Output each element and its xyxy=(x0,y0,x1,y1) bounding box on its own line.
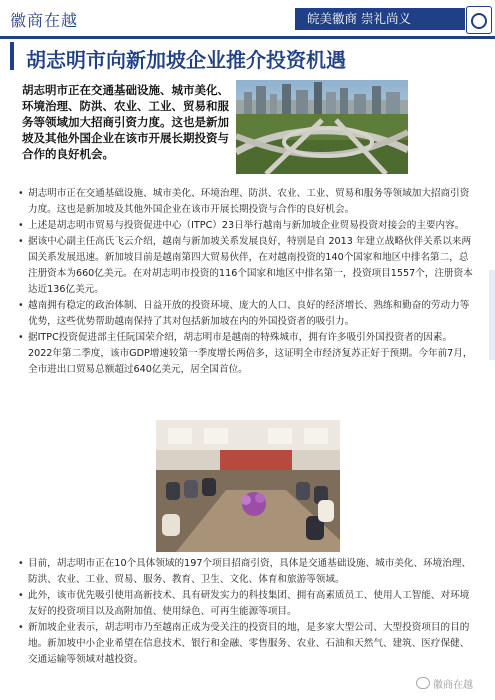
watermark-text: 徽商在越 xyxy=(433,680,473,691)
bullet-item: • 据该中心副主任高氏飞云介绍，越南与新加坡关系发展良好，特别是自 2013 年建立战略伙伴关系以来两国关系发展迅速。新加坡目前是越南第四大贸易伙伴，在对越南投资的140个国家和地区中排名第二，总注册资本为660亿美元。在对胡志明市投资的116个国家和地区中排名第一，投资项目1557个，注册资本达近136亿美元。 xyxy=(18,234,476,298)
bullet-item: • 新加坡企业表示，胡志明市乃至越南正成为受关注的投资目的地，是多家大型公司、大型投资项目的目的地。新加坡中小企业希望在信息技术、银行和金融、零售服务、农业、石油和天然气、建筑、医疗保健、交通运输等领域对越投资。 xyxy=(18,620,476,668)
page-header xyxy=(0,0,495,40)
bullet-item: • 据ITPC投资促进部主任阮国荣介绍，胡志明市是越南的特殊城市，拥有许多吸引外国投资者的因素。2022年第二季度，该市GDP增速较第一季度增长两倍多，这证明全市经济复苏正好于预期。今年前7月，全市进出口贸易总额超过640亿美元，居全国首位。 xyxy=(18,330,476,378)
bullet-item: • 此外，该市优先吸引使用高新技术、具有研发实力的科技集团、拥有高素质员工、使用人工智能、对环境友好的投资项目以及高附加值、使用绿色、可再生能源等项目。 xyxy=(18,588,476,620)
bullet-list-bottom xyxy=(18,556,476,668)
article-lead: 胡志明市正在交通基础设施、城市美化、环境治理、防洪、农业、工业、贸易和服务等领域加大招商引资力度。这也是新加坡及其他外国企业在该市开展长期投资与合作的良好机会。 xyxy=(22,83,229,161)
slogan-band: 皖美徽商 崇礼尚义 xyxy=(295,8,465,30)
city-interchange-photo xyxy=(236,80,408,174)
title-accent-bar xyxy=(10,42,14,70)
side-accent-bar xyxy=(489,270,495,360)
bullet-item: • 上述是胡志明市贸易与投资促进中心（ITPC）23日举行越南与新加坡企业贸易投资对接会的主要内容。 xyxy=(18,218,476,234)
article-title: 胡志明市向新加坡企业推介投资机遇 xyxy=(26,48,346,72)
watermark xyxy=(416,676,473,691)
bullet-item: • 越南拥有稳定的政治体制、日益开放的投资环境、庞大的人口、良好的经济增长、熟练和勤奋的劳动力等优势，这些优势帮助越南保持了其对包括新加坡在内的外国投资者的吸引力。 xyxy=(18,298,476,330)
bullet-list-top xyxy=(18,186,476,378)
bullet-item: • 胡志明市正在交通基础设施、城市美化、环境治理、防洪、农业、工业、贸易和服务等领域加大招商引资力度。这也是新加坡及其他外国企业在该市开展长期投资与合作的良好机会。 xyxy=(18,186,476,218)
wechat-icon xyxy=(416,677,430,689)
logo-seal-icon xyxy=(466,6,492,34)
meeting-room-photo xyxy=(156,420,340,552)
header-rule xyxy=(0,36,495,39)
brand-title: 徽商在越 xyxy=(10,11,79,30)
bullet-item: • 目前，胡志明市正在10个具体领域的197个项目招商引资，具体是交通基础设施、城市美化、环境治理、防洪、农业、工业、贸易、服务、教育、卫生、文化、体育和旅游等领域。 xyxy=(18,556,476,588)
